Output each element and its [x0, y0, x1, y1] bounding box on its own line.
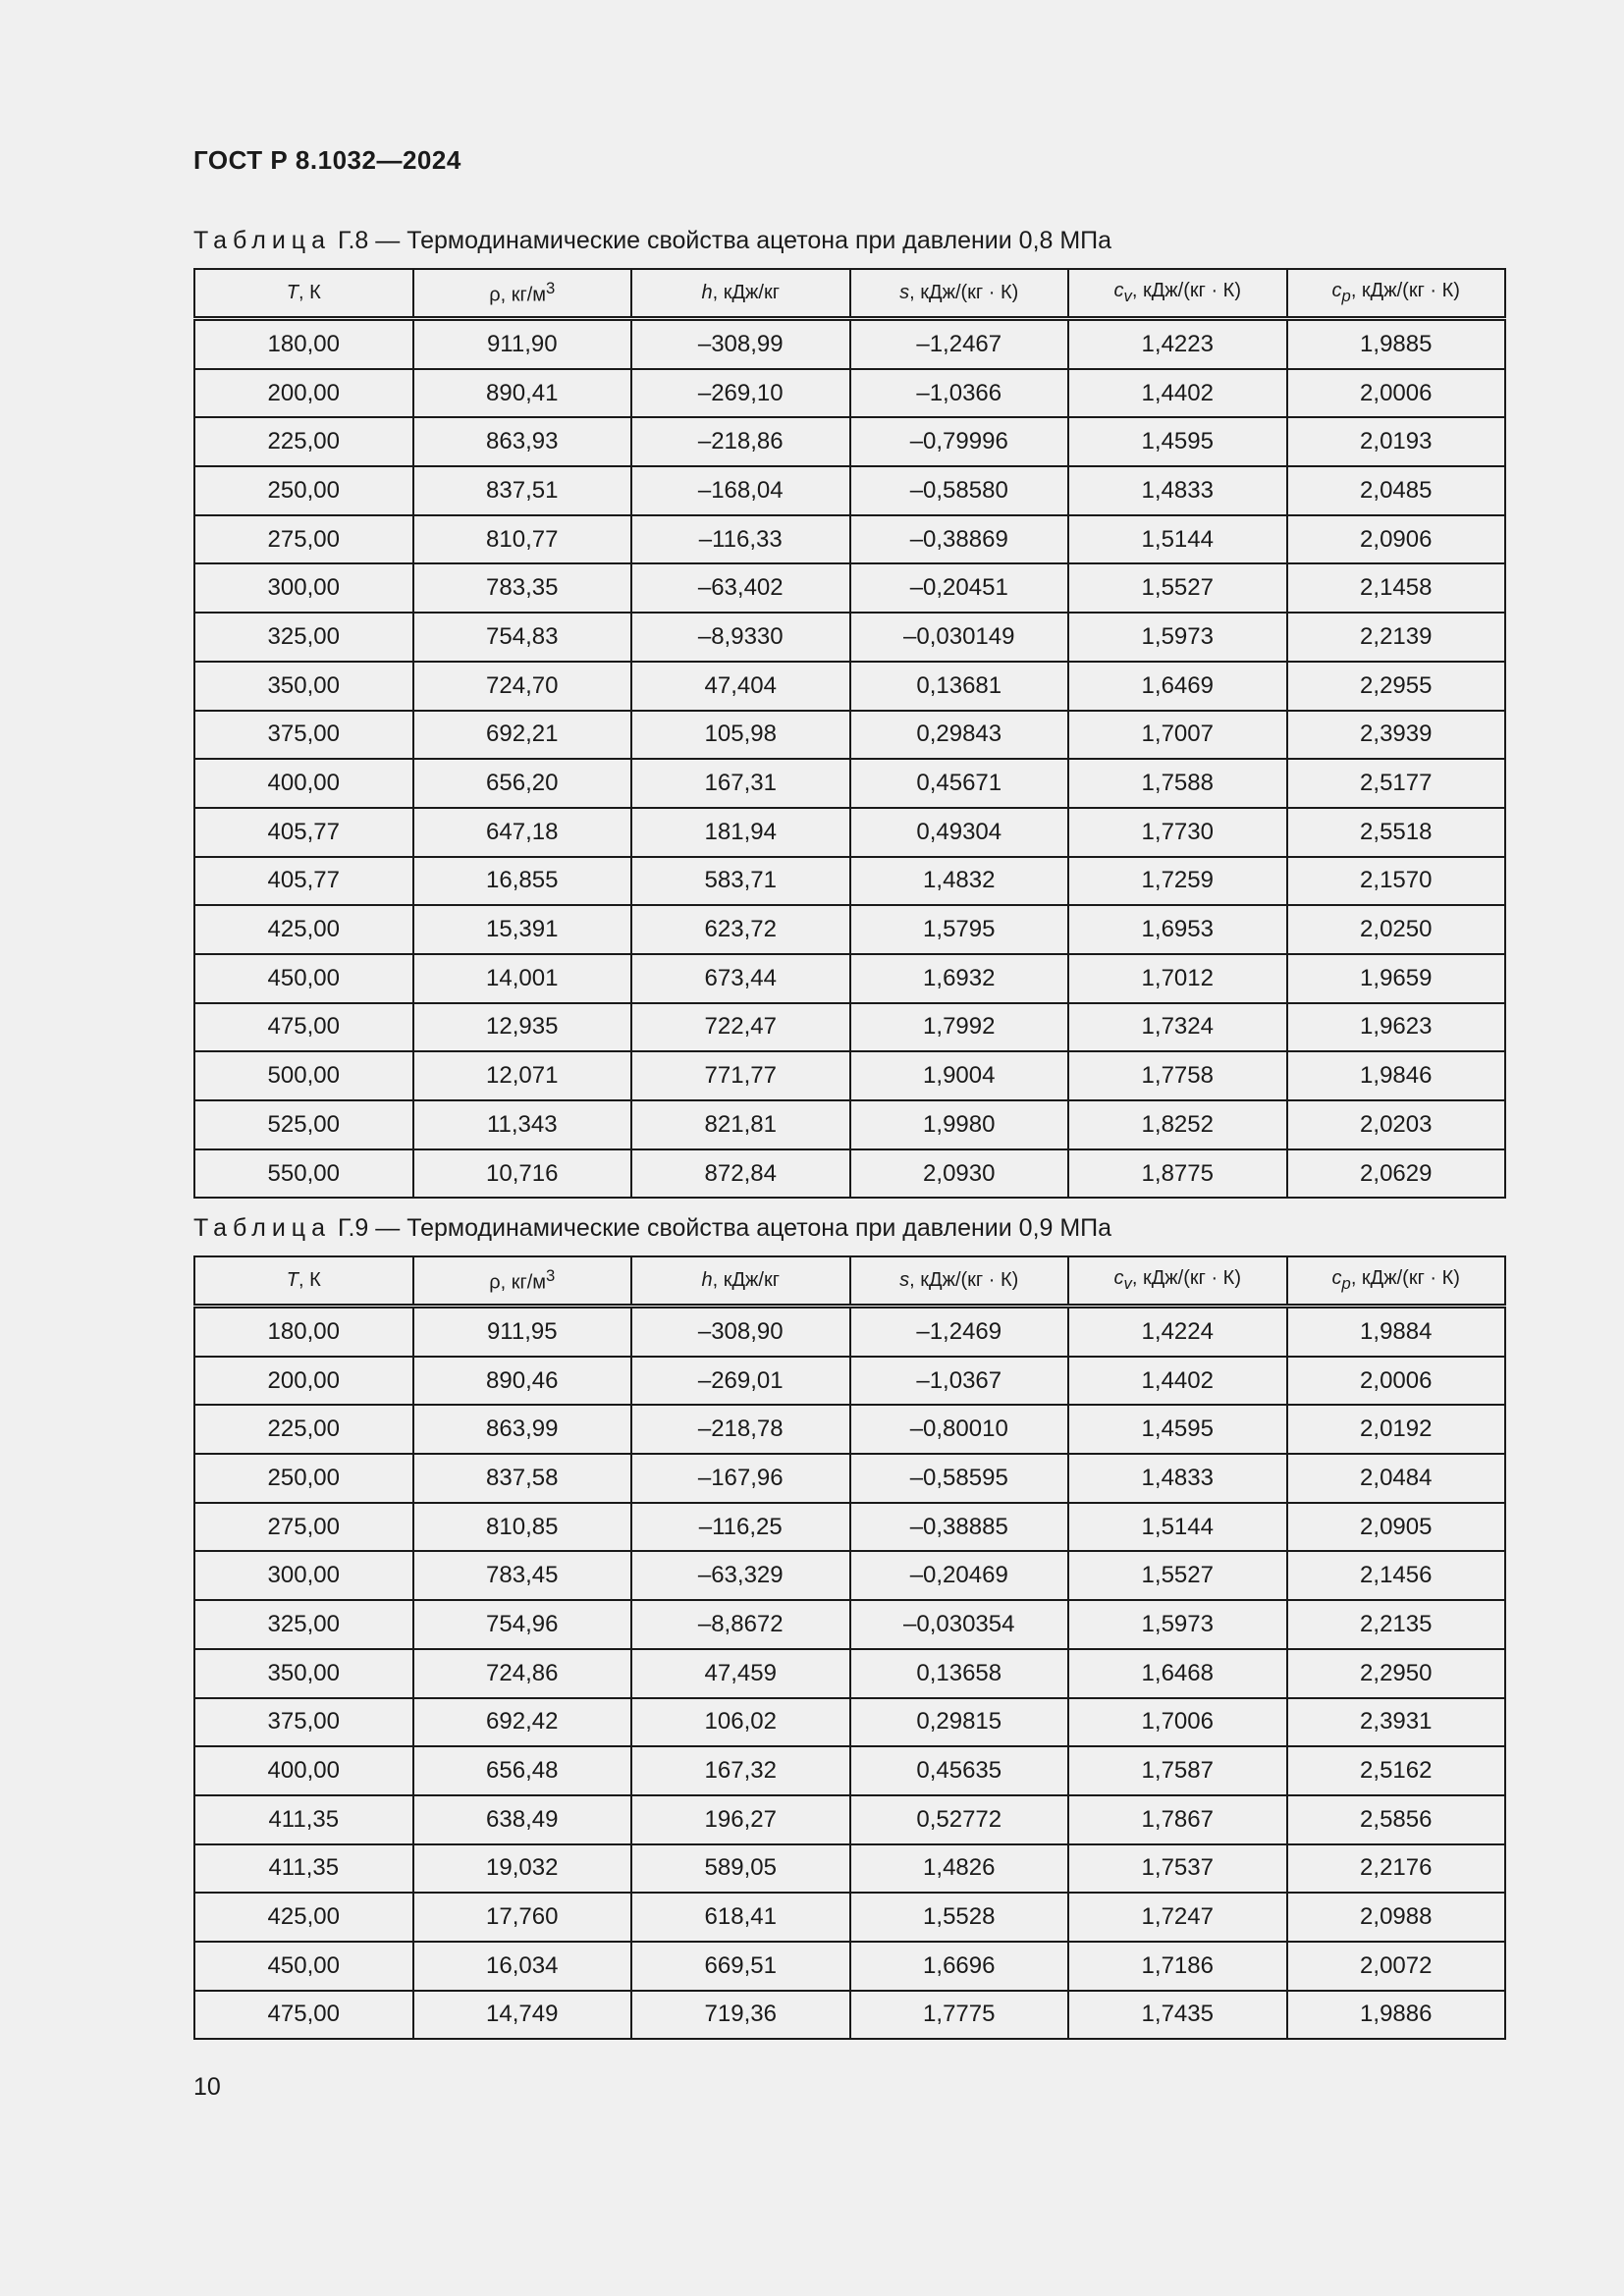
table-cell: 375,00	[194, 711, 413, 760]
table-cell: 1,7537	[1068, 1844, 1287, 1894]
table-cell: 2,5177	[1287, 759, 1506, 808]
table-cell: 1,4833	[1068, 466, 1287, 515]
table-cell: 719,36	[631, 1991, 850, 2040]
table-cell: 2,2955	[1287, 662, 1506, 711]
table-row	[194, 319, 1505, 369]
table-row	[194, 466, 1505, 515]
table-row	[194, 905, 1505, 954]
table-cell: 1,7247	[1068, 1893, 1287, 1942]
table-cell: 2,2950	[1287, 1649, 1506, 1698]
table-row	[194, 515, 1505, 564]
table-cell: 300,00	[194, 563, 413, 613]
table-row	[194, 1454, 1505, 1503]
table-cell: 1,4833	[1068, 1454, 1287, 1503]
table-cell: 12,935	[413, 1003, 632, 1052]
table-cell: 1,6468	[1068, 1649, 1287, 1698]
table-cell: 2,3931	[1287, 1698, 1506, 1747]
column-header	[1287, 269, 1506, 319]
table-cell: 872,84	[631, 1149, 850, 1199]
table-cell: 783,35	[413, 563, 632, 613]
table-cell: 400,00	[194, 1746, 413, 1795]
table-cell: 1,4595	[1068, 1405, 1287, 1454]
table-cell: 2,0193	[1287, 417, 1506, 466]
table-cell: 623,72	[631, 905, 850, 954]
table-cell: 810,85	[413, 1503, 632, 1552]
column-header	[194, 269, 413, 319]
table-cell: –168,04	[631, 466, 850, 515]
table-cell: 250,00	[194, 1454, 413, 1503]
table-cell: 2,3939	[1287, 711, 1506, 760]
column-unit: , кг/м	[500, 1271, 547, 1294]
table-cell: –269,10	[631, 369, 850, 418]
table-cell: 673,44	[631, 954, 850, 1003]
column-unit: , кДж/(кг · К)	[909, 1269, 1019, 1291]
table-cell: 1,4826	[850, 1844, 1069, 1894]
table-cell: 2,0203	[1287, 1100, 1506, 1149]
table-row	[194, 1698, 1505, 1747]
table-cell: 1,7587	[1068, 1746, 1287, 1795]
column-symbol: T	[286, 282, 298, 303]
table-cell: 16,855	[413, 857, 632, 906]
table-cell: 1,7186	[1068, 1942, 1287, 1991]
column-symbol: h	[701, 282, 713, 303]
page-number: 10	[193, 2073, 221, 2101]
table-row	[194, 1649, 1505, 1698]
table-row	[194, 1991, 1505, 2040]
table-row	[194, 1307, 1505, 1357]
table-cell: 1,6469	[1068, 662, 1287, 711]
table-cell: 1,7588	[1068, 759, 1287, 808]
table-cell: 1,5528	[850, 1893, 1069, 1942]
table-body	[194, 1307, 1505, 2040]
table-cell: 2,1456	[1287, 1551, 1506, 1600]
table-cell: 1,6932	[850, 954, 1069, 1003]
table-cell: 425,00	[194, 1893, 413, 1942]
table-cell: 500,00	[194, 1051, 413, 1100]
table-cell: –0,80010	[850, 1405, 1069, 1454]
column-header	[1068, 269, 1287, 319]
table-cell: 1,8775	[1068, 1149, 1287, 1199]
table-cell: 1,9885	[1287, 319, 1506, 369]
table-cell: 692,21	[413, 711, 632, 760]
table-cell: 14,749	[413, 1991, 632, 2040]
table-row	[194, 1600, 1505, 1649]
table-cell: 2,0484	[1287, 1454, 1506, 1503]
table-cell: 2,0192	[1287, 1405, 1506, 1454]
table-cell: 225,00	[194, 1405, 413, 1454]
table-cell: 2,5856	[1287, 1795, 1506, 1844]
column-subscript: p	[1341, 1274, 1351, 1293]
table-cell: 821,81	[631, 1100, 850, 1149]
table-cell: 863,99	[413, 1405, 632, 1454]
table-cell: 0,13681	[850, 662, 1069, 711]
table-row	[194, 1795, 1505, 1844]
table-cell: 411,35	[194, 1795, 413, 1844]
table-row	[194, 1405, 1505, 1454]
column-symbol: ρ	[489, 284, 501, 306]
table-cell: 2,5162	[1287, 1746, 1506, 1795]
table-row	[194, 563, 1505, 613]
table-cell: –0,030354	[850, 1600, 1069, 1649]
table-cell: 783,45	[413, 1551, 632, 1600]
table-cell: 638,49	[413, 1795, 632, 1844]
table-row	[194, 1149, 1505, 1199]
table-row	[194, 1100, 1505, 1149]
table-cell: 350,00	[194, 1649, 413, 1698]
table-cell: 1,7007	[1068, 711, 1287, 760]
table-cell: 167,32	[631, 1746, 850, 1795]
column-header	[1068, 1256, 1287, 1307]
table-cell: 10,716	[413, 1149, 632, 1199]
table-cell: 0,45635	[850, 1746, 1069, 1795]
caption-prefix: Таблица	[193, 227, 332, 254]
column-symbol: ρ	[489, 1271, 501, 1294]
table-cell: –0,58595	[850, 1454, 1069, 1503]
table-cell: 225,00	[194, 417, 413, 466]
header-row	[194, 1256, 1505, 1307]
table-cell: 2,0988	[1287, 1893, 1506, 1942]
table-cell: 17,760	[413, 1893, 632, 1942]
table-cell: 1,9846	[1287, 1051, 1506, 1100]
data-table	[193, 1255, 1506, 2040]
table-cell: 16,034	[413, 1942, 632, 1991]
table-cell: 196,27	[631, 1795, 850, 1844]
table-cell: 0,29815	[850, 1698, 1069, 1747]
data-table	[193, 268, 1506, 1199]
table-row	[194, 613, 1505, 662]
table-cell: 647,18	[413, 808, 632, 857]
column-header	[413, 269, 632, 319]
table-cell: –0,030149	[850, 613, 1069, 662]
table-cell: 2,5518	[1287, 808, 1506, 857]
table-cell: 722,47	[631, 1003, 850, 1052]
column-unit: , кДж/(кг · К)	[1350, 280, 1460, 301]
table-cell: 1,4224	[1068, 1307, 1287, 1357]
table-cell: 656,20	[413, 759, 632, 808]
table-cell: 724,70	[413, 662, 632, 711]
table-cell: 47,459	[631, 1649, 850, 1698]
column-unit: , кДж/(кг · К)	[909, 282, 1019, 303]
table-cell: 405,77	[194, 857, 413, 906]
column-subscript: v	[1123, 287, 1132, 305]
table-cell: 450,00	[194, 954, 413, 1003]
table-cell: 450,00	[194, 1942, 413, 1991]
table-cell: 200,00	[194, 369, 413, 418]
table-cell: 350,00	[194, 662, 413, 711]
table-cell: 550,00	[194, 1149, 413, 1199]
table-cell: 1,9886	[1287, 1991, 1506, 2040]
table-row	[194, 369, 1505, 418]
table-cell: 2,0930	[850, 1149, 1069, 1199]
table-head	[194, 1256, 1505, 1307]
table-cell: 1,5144	[1068, 515, 1287, 564]
column-unit: , кДж/кг	[712, 1269, 780, 1291]
table-cell: 1,8252	[1068, 1100, 1287, 1149]
table-cell: 1,7992	[850, 1003, 1069, 1052]
table-cell: 1,9980	[850, 1100, 1069, 1149]
column-superscript: 3	[546, 1266, 556, 1286]
column-unit: , кДж/кг	[712, 282, 780, 303]
table-cell: 2,0629	[1287, 1149, 1506, 1199]
column-header	[631, 1256, 850, 1307]
table-head	[194, 269, 1505, 319]
table-cell: 375,00	[194, 1698, 413, 1747]
table-row	[194, 808, 1505, 857]
column-unit: , К	[298, 282, 321, 303]
table-cell: 1,7324	[1068, 1003, 1287, 1052]
table-cell: 2,0072	[1287, 1942, 1506, 1991]
table-cell: –1,0366	[850, 369, 1069, 418]
column-header	[631, 269, 850, 319]
table-cell: 411,35	[194, 1844, 413, 1894]
column-unit: , кДж/(кг · К)	[1350, 1267, 1460, 1289]
table-cell: 14,001	[413, 954, 632, 1003]
table-cell: –1,2467	[850, 319, 1069, 369]
table-cell: 656,48	[413, 1746, 632, 1795]
column-header	[413, 1256, 632, 1307]
table-cell: 1,4402	[1068, 369, 1287, 418]
table-cell: 1,4223	[1068, 319, 1287, 369]
table-cell: 669,51	[631, 1942, 850, 1991]
table-cell: –1,2469	[850, 1307, 1069, 1357]
table-cell: 475,00	[194, 1003, 413, 1052]
table-row	[194, 1051, 1505, 1100]
table-cell: 810,77	[413, 515, 632, 564]
table-cell: 475,00	[194, 1991, 413, 2040]
column-unit: , кг/м	[500, 284, 547, 306]
caption-text: Г.8 — Термодинамические свойства ацетона при давлении 0,8 МПа	[337, 227, 1112, 254]
table-cell: 105,98	[631, 711, 850, 760]
table-cell: 180,00	[194, 319, 413, 369]
table-row	[194, 1746, 1505, 1795]
table-cell: 2,2139	[1287, 613, 1506, 662]
table-row	[194, 1844, 1505, 1894]
table-cell: 0,45671	[850, 759, 1069, 808]
table-cell: 2,2135	[1287, 1600, 1506, 1649]
table-cell: 890,46	[413, 1357, 632, 1406]
table-cell: 911,95	[413, 1307, 632, 1357]
column-unit: , К	[298, 1269, 321, 1291]
table-cell: 1,4402	[1068, 1357, 1287, 1406]
column-header	[1287, 1256, 1506, 1307]
table-cell: 325,00	[194, 1600, 413, 1649]
table-row	[194, 857, 1505, 906]
table-cell: 589,05	[631, 1844, 850, 1894]
table-cell: –218,86	[631, 417, 850, 466]
table-cell: 405,77	[194, 808, 413, 857]
table-cell: 1,7435	[1068, 1991, 1287, 2040]
column-superscript: 3	[546, 279, 556, 298]
table-cell: –269,01	[631, 1357, 850, 1406]
table-cell: –0,38885	[850, 1503, 1069, 1552]
column-header	[850, 1256, 1069, 1307]
column-symbol: c	[1331, 1267, 1342, 1289]
table-cell: –308,90	[631, 1307, 850, 1357]
column-unit: , кДж/(кг · К)	[1131, 1267, 1241, 1289]
table-cell: –218,78	[631, 1405, 850, 1454]
table-cell: 1,4595	[1068, 417, 1287, 466]
table-cell: 2,2176	[1287, 1844, 1506, 1894]
table-row	[194, 1357, 1505, 1406]
table-row	[194, 662, 1505, 711]
table-cell: 1,6696	[850, 1942, 1069, 1991]
table-cell: 47,404	[631, 662, 850, 711]
table-cell: 2,0905	[1287, 1503, 1506, 1552]
table-row	[194, 1893, 1505, 1942]
table-cell: –8,8672	[631, 1600, 850, 1649]
caption-text: Г.9 — Термодинамические свойства ацетона при давлении 0,9 МПа	[337, 1214, 1112, 1242]
table-cell: 300,00	[194, 1551, 413, 1600]
table-cell: –0,58580	[850, 466, 1069, 515]
table-cell: 250,00	[194, 466, 413, 515]
table-row	[194, 954, 1505, 1003]
table-row	[194, 1551, 1505, 1600]
table-cell: 1,5527	[1068, 563, 1287, 613]
column-symbol: s	[899, 1269, 910, 1291]
column-header	[850, 269, 1069, 319]
table-cell: 754,83	[413, 613, 632, 662]
table-cell: 106,02	[631, 1698, 850, 1747]
table-cell: 2,1458	[1287, 563, 1506, 613]
table-cell: 1,6953	[1068, 905, 1287, 954]
table-row	[194, 1942, 1505, 1991]
table-cell: –63,329	[631, 1551, 850, 1600]
table-cell: 325,00	[194, 613, 413, 662]
column-symbol: s	[899, 282, 910, 303]
table-cell: 1,7758	[1068, 1051, 1287, 1100]
table-cell: 1,5973	[1068, 1600, 1287, 1649]
column-symbol: c	[1113, 1267, 1124, 1289]
column-symbol: c	[1113, 280, 1124, 301]
table-cell: –63,402	[631, 563, 850, 613]
table-cell: –0,20451	[850, 563, 1069, 613]
table-row	[194, 1003, 1505, 1052]
column-unit: , кДж/(кг · К)	[1131, 280, 1241, 301]
table-cell: 11,343	[413, 1100, 632, 1149]
table-cell: 1,9659	[1287, 954, 1506, 1003]
table-cell: –0,20469	[850, 1551, 1069, 1600]
table-cell: 2,0250	[1287, 905, 1506, 954]
table-cell: 1,5973	[1068, 613, 1287, 662]
table-caption	[193, 227, 1111, 255]
table-cell: 2,1570	[1287, 857, 1506, 906]
table-cell: 0,13658	[850, 1649, 1069, 1698]
column-subscript: p	[1341, 287, 1351, 305]
table-cell: 19,032	[413, 1844, 632, 1894]
table-cell: 0,52772	[850, 1795, 1069, 1844]
table-row	[194, 417, 1505, 466]
table-cell: 1,7775	[850, 1991, 1069, 2040]
table-cell: 1,9623	[1287, 1003, 1506, 1052]
table-cell: 275,00	[194, 1503, 413, 1552]
table-cell: 275,00	[194, 515, 413, 564]
table-cell: 1,5527	[1068, 1551, 1287, 1600]
column-symbol: h	[701, 1269, 713, 1291]
table-cell: 583,71	[631, 857, 850, 906]
table-cell: 2,0006	[1287, 1357, 1506, 1406]
table-cell: 754,96	[413, 1600, 632, 1649]
table-cell: –1,0367	[850, 1357, 1069, 1406]
table-cell: 1,7867	[1068, 1795, 1287, 1844]
table-cell: 180,00	[194, 1307, 413, 1357]
table-cell: –8,9330	[631, 613, 850, 662]
table-cell: 1,5795	[850, 905, 1069, 954]
table-cell: 618,41	[631, 1893, 850, 1942]
column-subscript: v	[1123, 1274, 1132, 1293]
document-header: ГОСТ Р 8.1032—2024	[193, 145, 461, 175]
table-cell: 200,00	[194, 1357, 413, 1406]
table-cell: 2,0006	[1287, 369, 1506, 418]
table-caption	[193, 1214, 1111, 1243]
table-cell: 863,93	[413, 417, 632, 466]
table-cell: 1,4832	[850, 857, 1069, 906]
table-cell: 2,0906	[1287, 515, 1506, 564]
column-header	[194, 1256, 413, 1307]
caption-prefix: Таблица	[193, 1214, 332, 1242]
table-cell: –167,96	[631, 1454, 850, 1503]
header-row	[194, 269, 1505, 319]
table-row	[194, 759, 1505, 808]
table-cell: 2,0485	[1287, 466, 1506, 515]
table-body	[194, 319, 1505, 1199]
table-row	[194, 1503, 1505, 1552]
table-cell: 12,071	[413, 1051, 632, 1100]
table-row	[194, 711, 1505, 760]
table-cell: 167,31	[631, 759, 850, 808]
table-cell: 1,7012	[1068, 954, 1287, 1003]
table-cell: 1,7730	[1068, 808, 1287, 857]
table-cell: 525,00	[194, 1100, 413, 1149]
table-cell: 1,7259	[1068, 857, 1287, 906]
table-cell: 181,94	[631, 808, 850, 857]
table-cell: 1,7006	[1068, 1698, 1287, 1747]
column-symbol: T	[286, 1269, 298, 1291]
table-cell: 15,391	[413, 905, 632, 954]
table-cell: 771,77	[631, 1051, 850, 1100]
table-cell: –308,99	[631, 319, 850, 369]
table-cell: 1,5144	[1068, 1503, 1287, 1552]
table-cell: 0,49304	[850, 808, 1069, 857]
table-cell: 837,51	[413, 466, 632, 515]
table-cell: 1,9004	[850, 1051, 1069, 1100]
table-cell: 400,00	[194, 759, 413, 808]
column-symbol: c	[1331, 280, 1342, 301]
table-cell: 0,29843	[850, 711, 1069, 760]
table-cell: 1,9884	[1287, 1307, 1506, 1357]
table-cell: –116,33	[631, 515, 850, 564]
table-cell: –0,38869	[850, 515, 1069, 564]
table-cell: 890,41	[413, 369, 632, 418]
table-cell: –0,79996	[850, 417, 1069, 466]
table-cell: 911,90	[413, 319, 632, 369]
table-cell: 724,86	[413, 1649, 632, 1698]
table-cell: –116,25	[631, 1503, 850, 1552]
table-cell: 425,00	[194, 905, 413, 954]
table-cell: 837,58	[413, 1454, 632, 1503]
table-cell: 692,42	[413, 1698, 632, 1747]
